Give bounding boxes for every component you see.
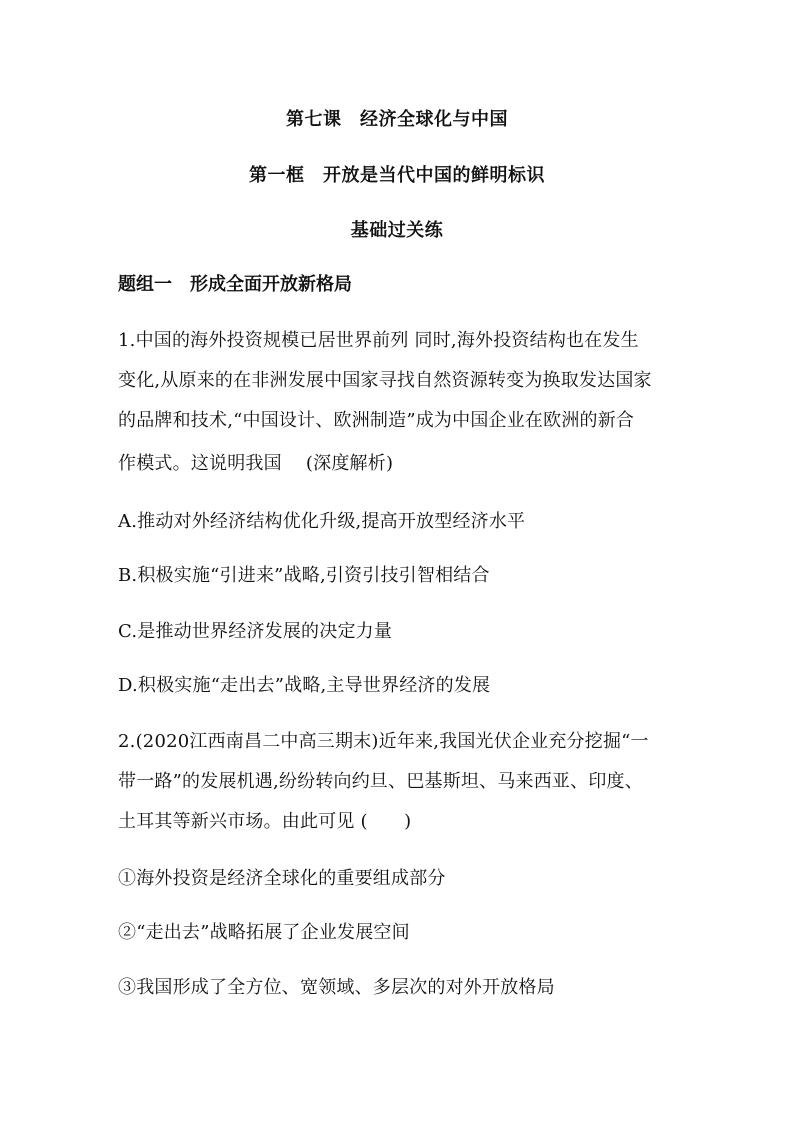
question-2-statement-2: ②“走出去”战略拓展了企业发展空间	[118, 922, 410, 943]
lesson-title: 第七课 经济全球化与中国	[286, 109, 508, 130]
question-1-line-2: 变化,从原来的在非洲发展中国家寻找自然资源转变为换取发达国家	[118, 370, 652, 391]
question-2-line-3: 土耳其等新兴市场。由此可见 ( )	[118, 811, 412, 832]
question-2-line-2: 带一路”的发展机遇,纷纷转向约旦、巴基斯坦、马来西亚、印度、	[118, 771, 643, 792]
question-1-line-3: 的品牌和技术,“中国设计、欧洲制造”成为中国企业在欧洲的新合	[118, 410, 635, 431]
question-1-option-b: B.积极实施“引进来”战略,引资引技引智相结合	[118, 565, 490, 586]
question-1-option-a: A.推动对外经济结构优化升级,提高开放型经济水平	[118, 511, 526, 532]
question-1-option-c: C.是推动世界经济发展的决定力量	[118, 621, 393, 642]
question-1-line-4: 作模式。这说明我国 (深度解析)	[118, 453, 394, 474]
question-2-statement-1: ①海外投资是经济全球化的重要组成部分	[118, 868, 446, 889]
question-group-heading: 题组一 形成全面开放新格局	[118, 274, 352, 295]
question-2-line-1: 2.(2020江西南昌二中高三期末)近年来,我国光伏企业充分挖掘“一	[118, 731, 649, 752]
question-2-statement-3: ③我国形成了全方位、宽领域、多层次的对外开放格局	[118, 977, 555, 998]
section-title: 基础过关练	[350, 220, 444, 241]
question-1-line-1: 1.中国的海外投资规模已居世界前列 同时,海外投资结构也在发生	[118, 330, 639, 351]
question-1-option-d: D.积极实施“走出去”战略,主导世界经济的发展	[118, 675, 491, 696]
frame-title: 第一框 开放是当代中国的鲜明标识	[249, 165, 545, 186]
